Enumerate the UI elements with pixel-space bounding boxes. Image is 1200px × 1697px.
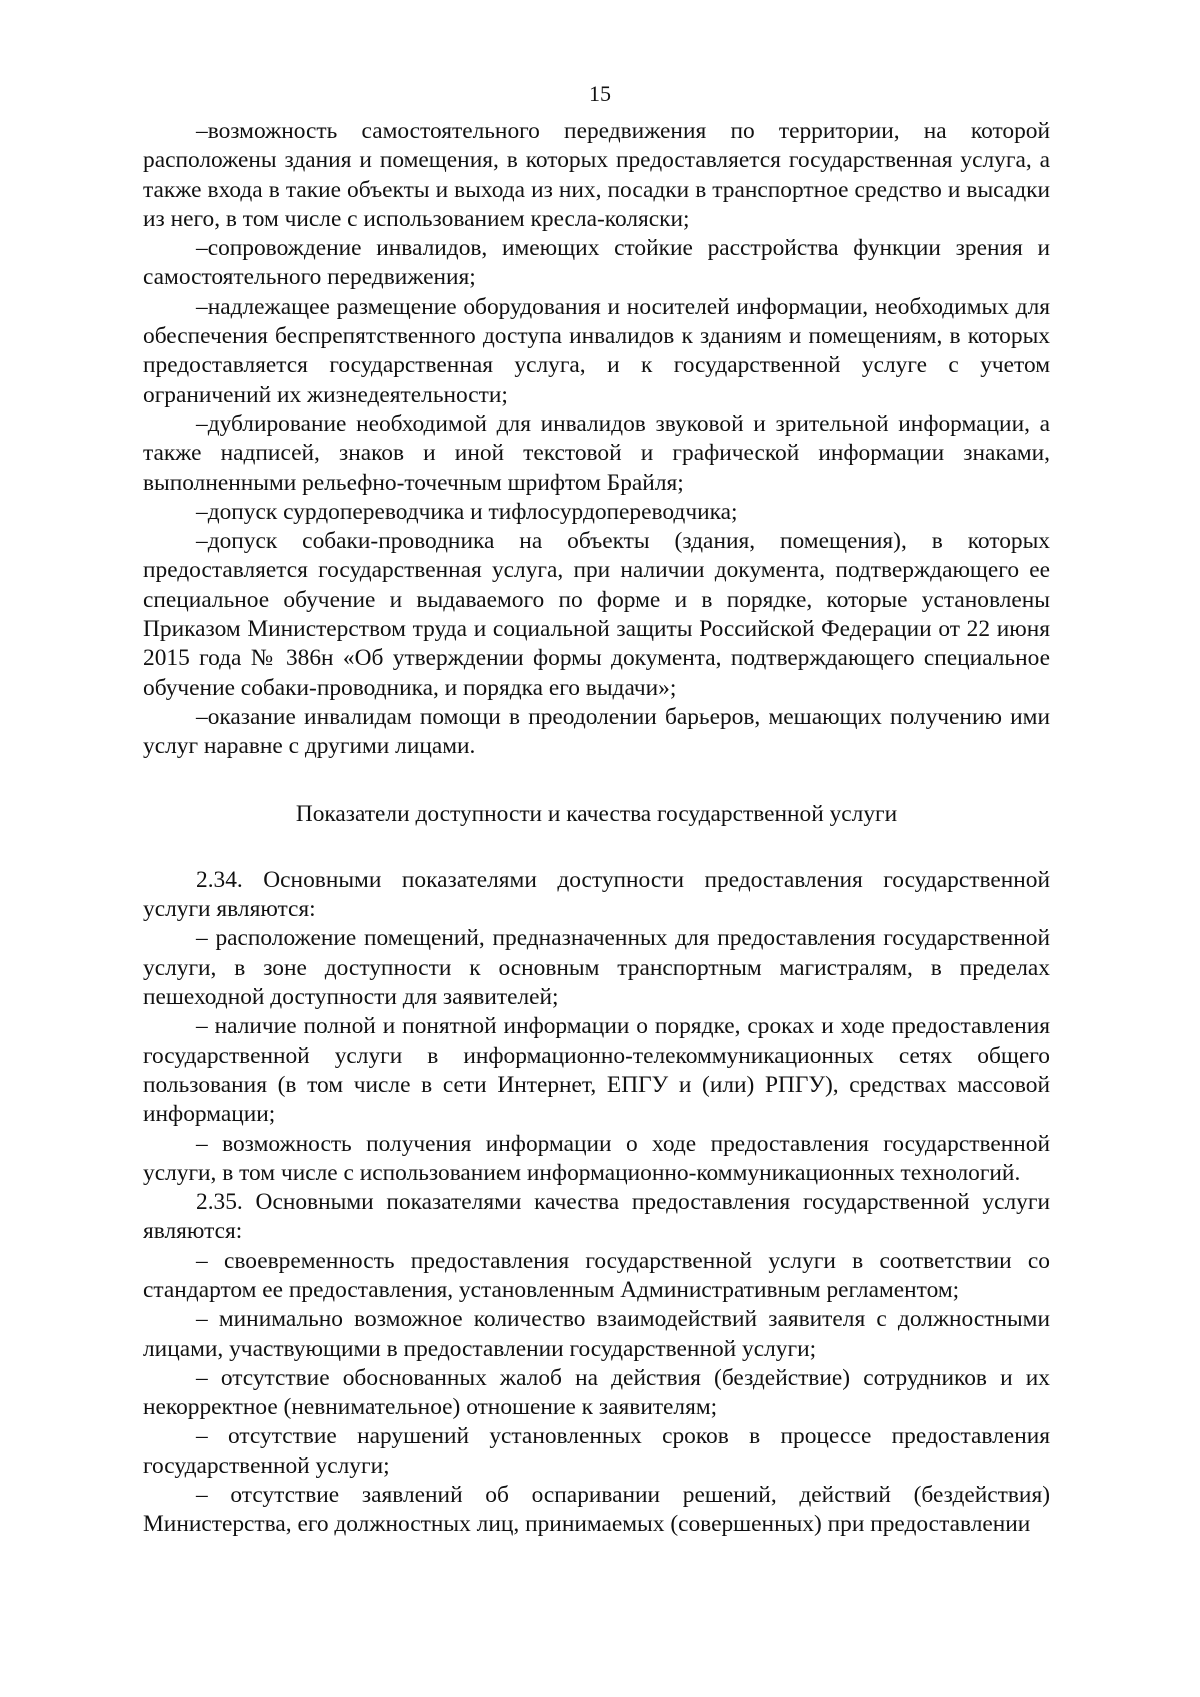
paragraph-braille-duplication: –дублирование необходимой для инвалидов звуковой и зрительной информации, а также надписей, знаков и иной текстовой и графической информации знаками, выполненными рельефно-точечным шрифтом Брайля; [143, 410, 1050, 496]
paragraph-no-appeals: – отсутствие заявлений об оспаривании решений, действий (бездействия) Министерства, его должностных лиц, принимаемых (совершенных) при предоставлении [143, 1482, 1050, 1538]
paragraph-equipment-placement: –надлежащее размещение оборудования и носителей информации, необходимых для обеспечения беспрепятственного доступа инвалидов к зданиям и помещениям, в которых предоставляется государственная услуга, и к государственной услуге с учетом ограничений их жизнедеятельности; [143, 293, 1050, 408]
paragraph-2-35-intro: 2.35. Основными показателями качества предоставления государственной услуги являются: [143, 1189, 1050, 1245]
paragraph-progress-information: – возможность получения информации о ходе предоставления государственной услуги, в том числе с использованием информационно-коммуникационных технологий. [143, 1130, 1050, 1186]
paragraph-premises-location: – расположение помещений, предназначенных для предоставления государственной услуги, в зоне доступности к основным транспортным магистралям, в пределах пешеходной доступности для заявителей; [143, 925, 1050, 1011]
paragraph-barrier-assistance: –оказание инвалидам помощи в преодолении барьеров, мешающих получению ими услуг наравне с другими лицами. [143, 703, 1050, 760]
paragraph-escort-visually-impaired: –сопровождение инвалидов, имеющих стойкие расстройства функции зрения и самостоятельного передвижения; [143, 235, 1050, 291]
paragraph-sign-interpreter: –допуск сурдопереводчика и тифлосурдопереводчика; [196, 498, 738, 525]
paragraph-minimal-interactions: – минимально возможное количество взаимодействий заявителя с должностными лицами, участвующими в предоставлении государственной услуги; [143, 1306, 1050, 1362]
paragraph-wheelchair-mobility: –возможность самостоятельного передвижения по территории, на которой расположены здания и помещения, в которых предоставляется государственная услуга, а также входа в такие объекты и выхода из них, посадки в транспортное средство и высадки из него, в том числе с использованием кресла-коляски; [143, 118, 1050, 232]
paragraph-information-availability: – наличие полной и понятной информации о порядке, сроках и ходе предоставления государственной услуги в информационно-телекоммуникационных сетях общего пользования (в том числе в сети Интернет, ЕПГУ и (или) РПГУ), средствах массовой информации; [143, 1013, 1050, 1128]
paragraph-guide-dog: –допуск собаки-проводника на объекты (здания, помещения), в которых предоставляется государственная услуга, при наличии документа, подтверждающего ее специальное обучение и выдаваемого по форме и в порядке, которые установлены Приказом Министерством труда и социальной защиты Российской Федерации от 22 июня 2015 года № 386н «Об утверждении формы документа, подтверждающего специальное обучение собаки-проводника, и порядка его выдачи»; [143, 528, 1050, 701]
paragraph-timeliness: – своевременность предоставления государственной услуги в соответствии со стандартом ее предоставления, установленным Административным регламентом; [143, 1247, 1050, 1303]
section-heading: Показатели доступности и качества государственной услуги [295, 800, 898, 827]
paragraph-no-deadline-violations: – отсутствие нарушений установленных сроков в процессе предоставления государственной услуги; [143, 1423, 1050, 1479]
page-number: 15 [589, 81, 611, 106]
document-body [143, 117, 1050, 1540]
paragraph-2-34-intro: 2.34. Основными показателями доступности предоставления государственной услуги являются: [143, 866, 1050, 923]
paragraph-no-complaints: – отсутствие обоснованных жалоб на действия (бездействие) сотрудников и их некорректное (невнимательное) отношение к заявителям; [143, 1364, 1050, 1421]
